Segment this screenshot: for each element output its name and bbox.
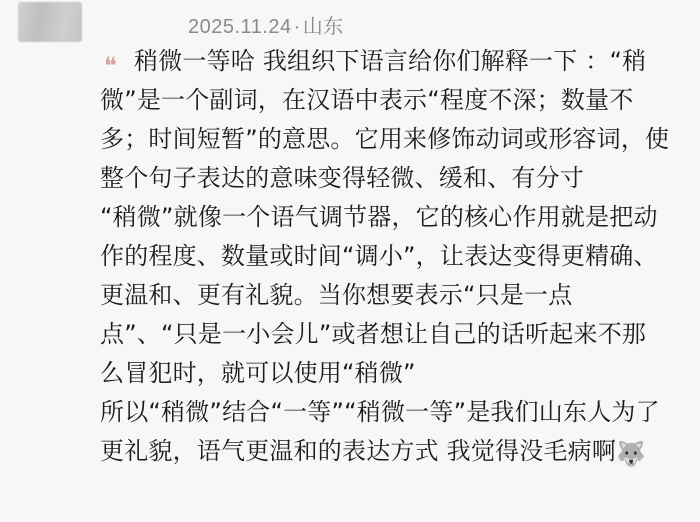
post-paragraph-text: 所以“稍微”结合“一等”“稍微一等”是我们山东人为了更礼貌，语气更温和的表达方式 我觉得没毛病啊 xyxy=(100,398,660,465)
post-paragraph: 稍微一等哈 我组织下语言给你们解释一下 ：“稍微”是一个副词，在汉语中表示“程度不深；数量不多；时间短暂”的意思。它用来修饰动词或形容词，使整个句子表达的意味变得轻微、缓和、有分寸 xyxy=(100,47,670,192)
quote-mark-icon: ❝ xyxy=(104,52,117,80)
post-paragraph: “稍微”就像一个语气调节器，它的核心作用就是把动作的程度、数量或时间“调小”，让表达变得更精确、更温和、更有礼貌。当你想要表示“只是一点点”、“只是一小会儿”或者想让自己的话听起来不那么冒犯时，就可以使用“稍微” xyxy=(100,203,658,387)
meta-separator: · xyxy=(293,16,301,38)
post-body xyxy=(100,42,670,474)
post-header xyxy=(0,0,700,44)
post-paragraph xyxy=(100,393,670,474)
wolf-emoji: 🐺 xyxy=(616,440,647,468)
post-location: 山东 xyxy=(302,16,344,38)
post-meta xyxy=(188,10,344,39)
avatar[interactable] xyxy=(18,2,82,42)
post-date: 2025.11.24 xyxy=(188,16,292,38)
